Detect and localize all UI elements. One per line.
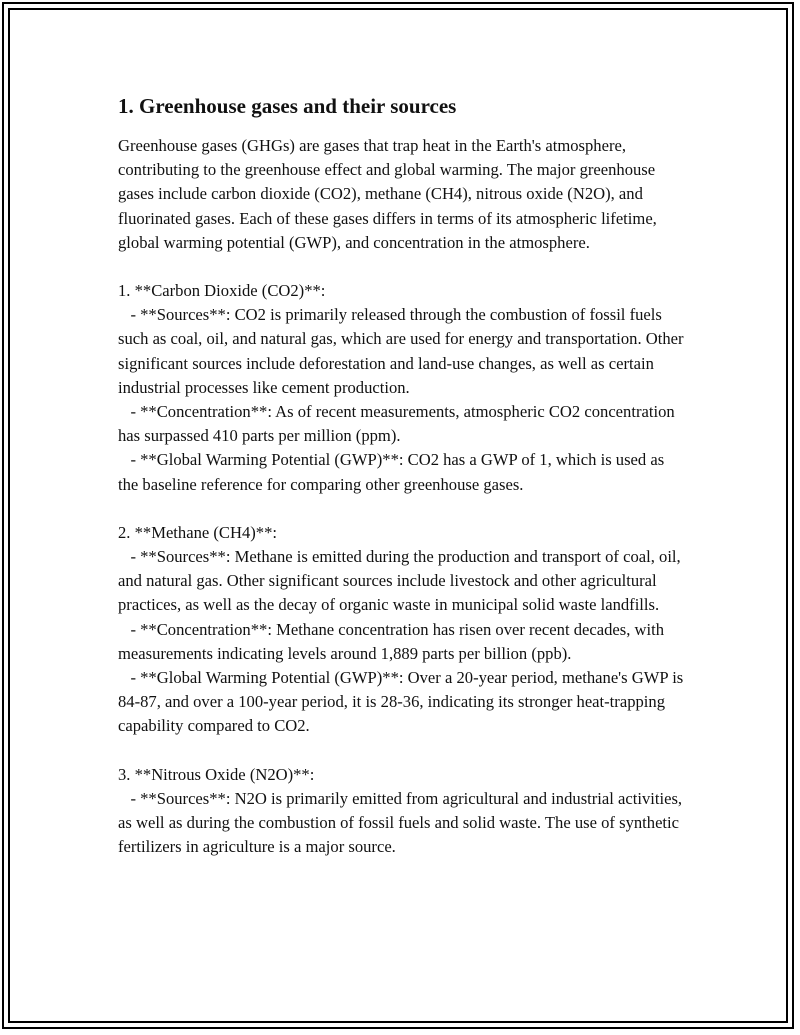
item-sources: - **Sources**: N2O is primarily emitted from agricultural and industrial activities, as well as during the combustion of fossil fuels and solid waste. The use of synthetic fertilizers in agriculture is a major source. [118, 788, 687, 857]
item-concentration: - **Concentration**: Methane concentration has risen over recent decades, with measurements indicating levels around 1,889 parts per billion (ppb). [118, 619, 669, 663]
item-sources: - **Sources**: CO2 is primarily released through the combustion of fossil fuels such as coal, oil, and natural gas, which are used for energy and transportation. Other significant sources include deforestation and land-use changes, as well as certain industrial processes like cement production. [118, 305, 688, 397]
list-item-methane [118, 521, 688, 739]
section-heading: 1. Greenhouse gases and their sources [118, 94, 457, 118]
item-concentration: - **Concentration**: As of recent measurements, atmospheric CO2 concentration has surpassed 410 parts per million (ppm). [118, 402, 679, 446]
item-sources: - **Sources**: Methane is emitted during the production and transport of coal, oil, and natural gas. Other significant sources include livestock and other agricultural practices, as well as the decay of organic waste in municipal solid waste landfills. [118, 547, 685, 615]
item-title: 2. **Methane (CH4)**: [118, 522, 277, 542]
list-item-nitrous-oxide [118, 763, 688, 860]
item-gwp: - **Global Warming Potential (GWP)**: Over a 20-year period, methane's GWP is 84-87, and over a 100-year period, it is 28-36, indicating its stronger heat-trapping capability compared to CO2. [118, 668, 688, 736]
item-title: 3. **Nitrous Oxide (N2O)**: [118, 764, 315, 784]
item-gwp: - **Global Warming Potential (GWP)**: CO2 has a GWP of 1, which is used as the baseline reference for comparing other greenhouse gases. [118, 450, 669, 494]
list-item-co2 [118, 279, 688, 497]
item-title: 1. **Carbon Dioxide (CO2)**: [118, 281, 326, 301]
document-body [118, 92, 688, 883]
intro-paragraph: Greenhouse gases (GHGs) are gases that trap heat in the Earth's atmosphere, contributing to the greenhouse effect and global warming. The major greenhouse gases include carbon dioxide (CO2), methane (CH4), nitrous oxide (N2O), and fluorinated gases. Each of these gases differs in terms of its atmospheric lifetime, global warming potential (GWP), and concentration in the atmosphere. [118, 136, 657, 252]
